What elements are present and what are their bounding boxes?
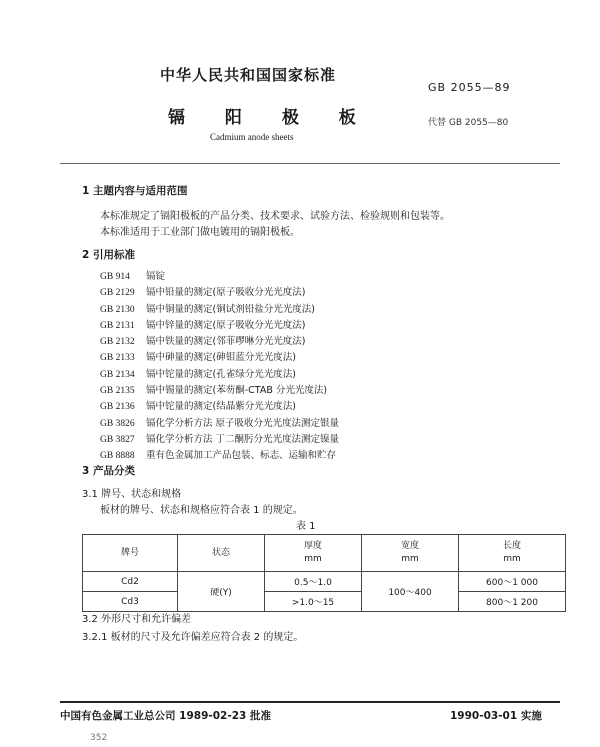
header-length-label: 长度 (502, 541, 521, 551)
reference-item (100, 431, 339, 447)
approval-info: 中国有色金属工业总公司 1989-02-23 批准 (60, 710, 271, 722)
title-char: 极 (281, 108, 299, 128)
header-width-label: 宽度 (400, 541, 419, 551)
reference-item (100, 415, 339, 431)
reference-code: GB 3827 (100, 434, 135, 445)
table-row (83, 572, 566, 592)
cell-length: 800～1 200 (459, 592, 566, 612)
standard-title: 中华人民共和国国家标准 (160, 66, 337, 84)
subsection-3-1-text: 板材的牌号、状态和规格应符合表 1 的规定。 (100, 505, 303, 516)
reference-code: GB 3826 (100, 418, 135, 429)
reference-title: 镉中铁量的测定(邻菲啰啉分光光度法) (146, 336, 306, 348)
reference-title: 镉中铊量的测定(孔雀绿分光光度法) (146, 368, 296, 380)
reference-item (100, 301, 339, 317)
reference-code: GB 2136 (100, 402, 135, 413)
footer-divider (60, 701, 560, 703)
reference-title: 镉中铜量的测定(铜试剂铅盐分光光度法) (146, 303, 315, 315)
table-row (83, 592, 566, 612)
reference-title: 镉中铊量的测定(结晶紫分光光度法) (146, 401, 296, 413)
reference-code: GB 2134 (100, 369, 135, 380)
title-char: 镉 (168, 108, 185, 128)
section-1-paragraph: 本标准规定了镉阳极板的产品分类、技术要求、试验方法、检验规则和包装等。 (100, 211, 450, 222)
subsection-3-2-heading: 3.2 外形尺寸和允许偏差 (82, 614, 192, 625)
cell-thickness: >1.0～15 (265, 592, 362, 612)
reference-item (100, 268, 339, 284)
reference-title: 镉化学分析方法 丁二酮肟分光光度法测定镍量 (146, 433, 340, 445)
cell-state-merged: 硬(Y) (178, 572, 265, 612)
reference-item (100, 382, 339, 398)
reference-code: GB 8888 (100, 451, 135, 462)
cell-thickness: 0.5～1.0 (265, 572, 362, 592)
reference-code: GB 914 (100, 272, 130, 282)
subsection-3-1-heading: 3.1 牌号、状态和规格 (82, 489, 182, 500)
table-caption: 表 1 (296, 521, 316, 532)
reference-title: 镉中铅量的测定(原子吸收分光光度法) (146, 287, 306, 299)
header-grade: 牌号 (83, 535, 178, 572)
reference-title: 镉中砷量的测定(砷钼蓝分光光度法) (146, 352, 296, 364)
reference-item (100, 447, 339, 463)
reference-item (100, 366, 339, 382)
reference-code: GB 2135 (100, 386, 135, 397)
header-divider (60, 163, 560, 164)
cell-width-merged: 100～400 (362, 572, 459, 612)
reference-item (100, 333, 339, 349)
header-thickness (265, 535, 362, 572)
header-width-unit: mm (401, 554, 419, 564)
replaces-note: 代替 GB 2055—80 (428, 118, 509, 128)
standard-code: GB 2055—89 (428, 81, 511, 94)
cell-grade: Cd2 (83, 572, 178, 592)
header-thickness-label: 厚度 (303, 541, 322, 551)
reference-code: GB 2129 (100, 288, 135, 299)
section-2-heading: 2 引用标准 (82, 249, 135, 261)
subsection-3-2-1-text: 3.2.1 板材的尺寸及允许偏差应符合表 2 的规定。 (82, 632, 304, 643)
header-thickness-unit: mm (304, 554, 322, 564)
reference-item (100, 398, 339, 414)
cell-grade: Cd3 (83, 592, 178, 612)
section-3-heading: 3 产品分类 (82, 465, 135, 477)
reference-code: GB 2130 (100, 304, 135, 315)
section-1-heading: 1 主题内容与适用范围 (82, 185, 188, 197)
document-title (168, 103, 356, 128)
reference-title: 镉化学分析方法 原子吸收分光光度法测定银量 (146, 417, 340, 429)
english-title: Cadmium anode sheets (210, 132, 294, 142)
reference-item (100, 349, 339, 365)
table-header-row (83, 535, 566, 572)
title-char: 板 (338, 108, 356, 128)
reference-title: 镉中锌量的测定(原子吸收分光光度法) (146, 319, 306, 331)
header-length-unit: mm (503, 554, 521, 564)
reference-code: GB 2132 (100, 337, 135, 348)
header-state: 状态 (178, 535, 265, 572)
reference-code: GB 2131 (100, 320, 135, 331)
reference-list (100, 268, 339, 464)
reference-item (100, 317, 339, 333)
header-length (459, 535, 566, 572)
reference-item (100, 284, 339, 300)
reference-title: 镉锭 (146, 271, 166, 282)
header-width (362, 535, 459, 572)
title-char: 阳 (224, 108, 242, 128)
cell-length: 600～1 000 (459, 572, 566, 592)
reference-code: GB 2133 (100, 353, 135, 364)
reference-title: 镉中锡量的测定(苯芴酮-CTAB 分光光度法) (146, 385, 328, 397)
section-1-paragraph: 本标准适用于工业部门做电镀用的镉阳极板。 (100, 227, 300, 238)
page-number: 352 (90, 733, 108, 743)
reference-title: 重有色金属加工产品包装、标志、运输和贮存 (146, 450, 337, 462)
spec-table (82, 534, 566, 612)
effective-date: 1990-03-01 实施 (450, 710, 542, 722)
